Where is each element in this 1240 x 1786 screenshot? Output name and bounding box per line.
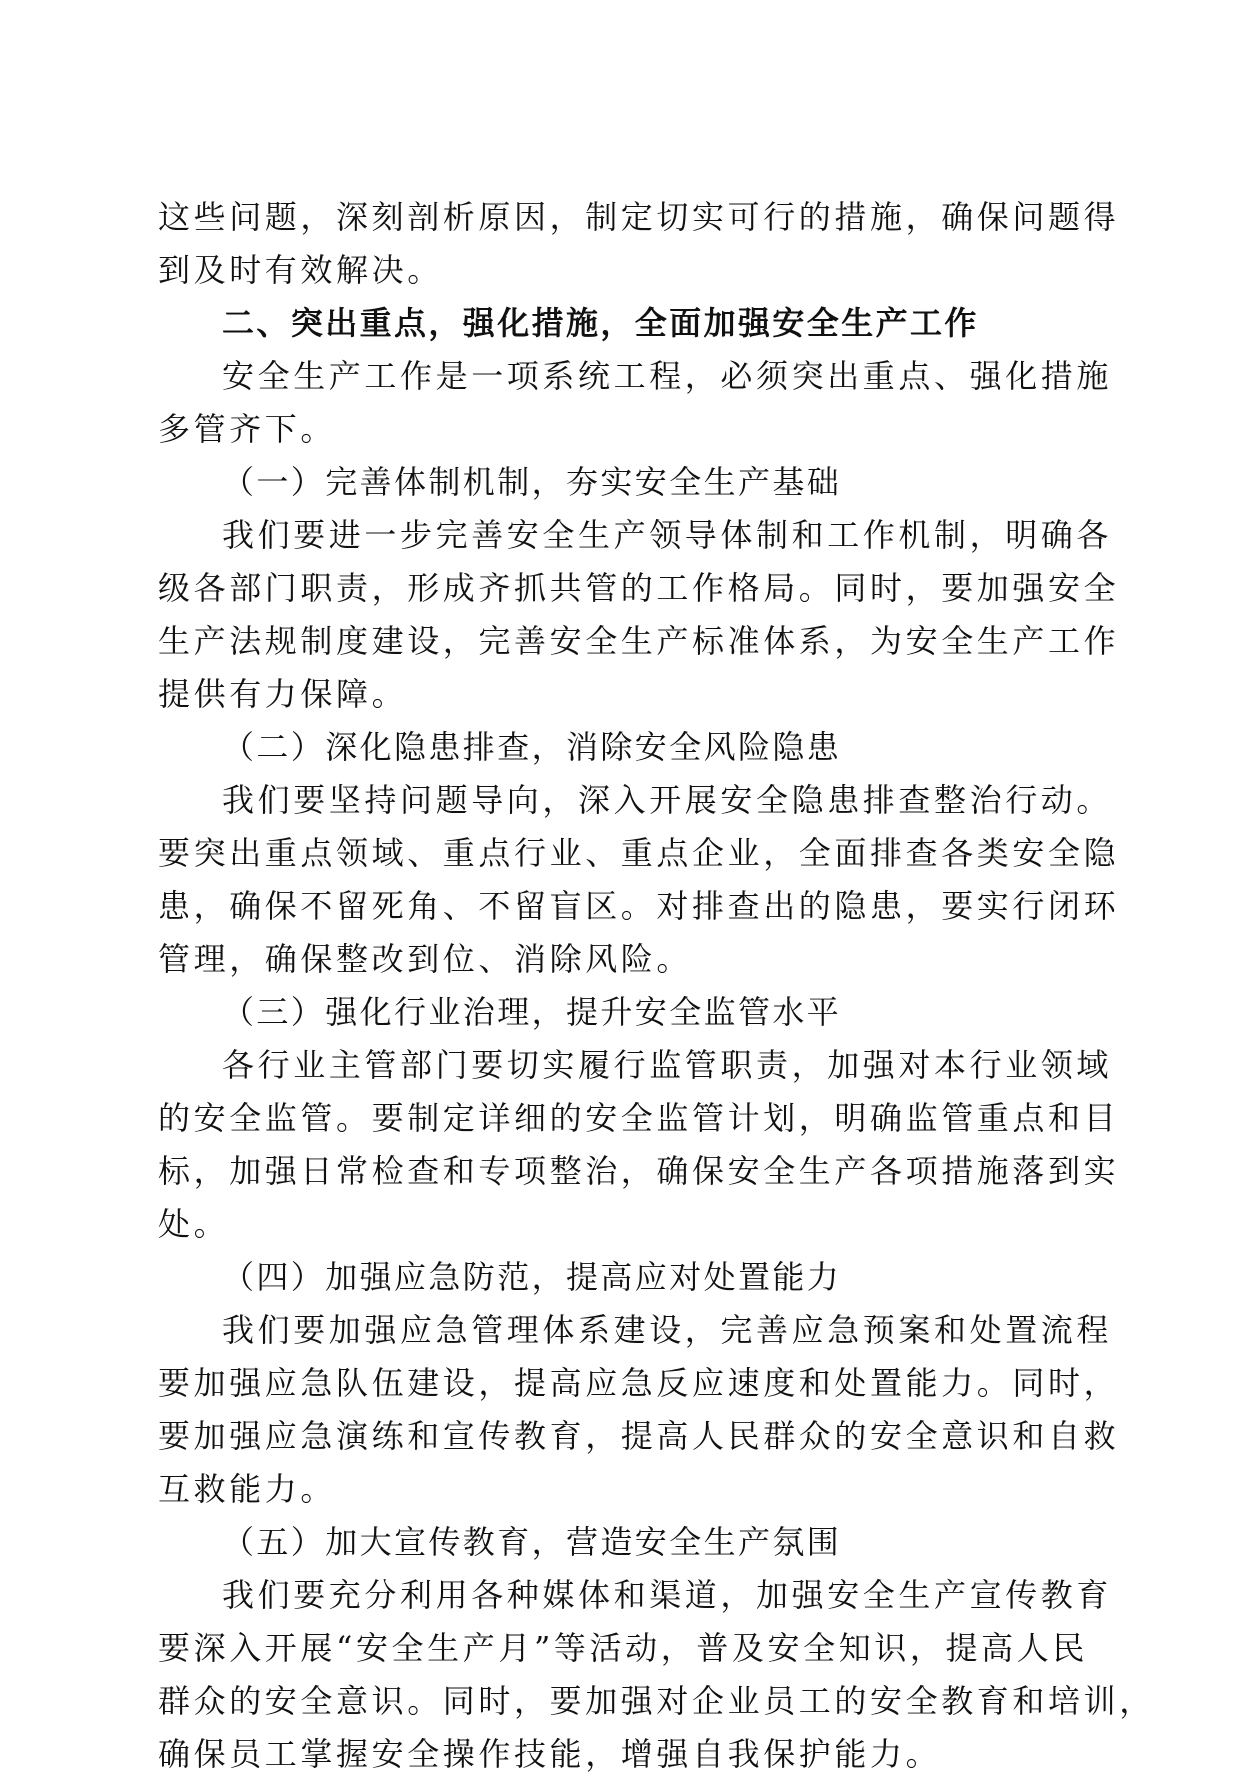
body-line: 这些问题，深刻剖析原因，制定切实可行的措施，确保问题得: [158, 198, 1120, 236]
paragraph-first-line: 安全生产工作是一项系统工程，必须突出重点、强化措施: [222, 357, 1113, 395]
body-line: 要突出重点领域、重点行业、重点企业，全面排查各类安全隐: [158, 834, 1120, 872]
paragraph-first-line: 我们要坚持问题导向，深入开展安全隐患排查整治行动。: [222, 781, 1113, 819]
body-line: 多管齐下。: [158, 410, 337, 448]
body-line: 互救能力。: [158, 1470, 337, 1508]
section-heading: 二、突出重点，强化措施，全面加强安全生产工作: [222, 304, 979, 342]
paragraph-first-line: 我们要进一步完善安全生产领导体制和工作机制，明确各: [222, 516, 1113, 554]
body-line: 要深入开展“安全生产月”等活动，普及安全知识，提高人民: [158, 1629, 1088, 1667]
subsection-heading: （四）加强应急防范，提高应对处置能力: [222, 1258, 842, 1296]
subsection-heading: （一）完善体制机制，夯实安全生产基础: [222, 463, 842, 501]
document-body: [158, 196, 1155, 1786]
body-line: 患，确保不留死角、不留盲区。对排查出的隐患，要实行闭环: [158, 887, 1120, 925]
paragraph-first-line: 各行业主管部门要切实履行监管职责，加强对本行业领域: [222, 1046, 1113, 1084]
body-line: 要加强应急演练和宣传教育，提高人民群众的安全意识和自救: [158, 1417, 1120, 1455]
body-line: 要加强应急队伍建设，提高应急反应速度和处置能力。同时，: [158, 1364, 1120, 1402]
body-line: 管理，确保整改到位、消除风险。: [158, 940, 693, 978]
body-line: 到及时有效解决。: [158, 251, 443, 289]
body-line: 标，加强日常检查和专项整治，确保安全生产各项措施落到实: [158, 1152, 1120, 1190]
body-line: 群众的安全意识。同时，要加强对企业员工的安全教育和培训，: [158, 1682, 1155, 1720]
body-line: 生产法规制度建设，完善安全生产标准体系，为安全生产工作: [158, 622, 1120, 660]
body-line: 的安全监管。要制定详细的安全监管计划，明确监管重点和目: [158, 1099, 1120, 1137]
subsection-heading: （二）深化隐患排查，消除安全风险隐患: [222, 728, 842, 766]
body-line: 提供有力保障。: [158, 675, 408, 713]
subsection-heading: （五）加大宣传教育，营造安全生产氛围: [222, 1523, 842, 1561]
paragraph-first-line: 我们要加强应急管理体系建设，完善应急预案和处置流程: [222, 1311, 1113, 1349]
body-line: 级各部门职责，形成齐抓共管的工作格局。同时，要加强安全: [158, 569, 1120, 607]
body-line: 确保员工掌握安全操作技能，增强自我保护能力。: [158, 1735, 942, 1773]
paragraph-first-line: 我们要充分利用各种媒体和渠道，加强安全生产宣传教育: [222, 1576, 1113, 1614]
body-line: 处。: [158, 1205, 230, 1243]
subsection-heading: （三）强化行业治理，提升安全监管水平: [222, 993, 842, 1031]
